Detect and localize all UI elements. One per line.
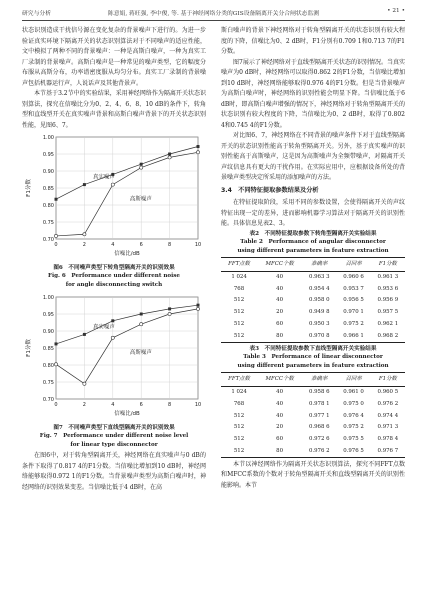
data-point: [55, 198, 58, 201]
table-header-cell: FFT点数: [221, 258, 257, 272]
table-cell: 0.953 6: [377, 285, 399, 292]
table-row: [221, 433, 405, 445]
x-tick-label: 8: [168, 242, 172, 248]
table-cell: 0.970 1: [343, 309, 364, 316]
table-row: [221, 283, 405, 295]
table-cell: 512: [221, 445, 257, 457]
table-cell: 0.960 5: [377, 389, 399, 396]
data-point: [55, 342, 58, 345]
table3-caption-en: Table 3 Performance of linear disconnector: [243, 354, 383, 361]
table-header-cell: 召回率: [336, 373, 370, 387]
chart-fig6: [22, 131, 206, 259]
fig6-caption-cn: 图6 不同噪声类型下转角型隔离开关的识别效果: [53, 264, 175, 271]
table-row: [221, 295, 405, 307]
table-cell: 0.977 1: [308, 412, 330, 419]
table-row: [221, 410, 405, 422]
table3-caption-en2: using different parameters in feature extraction: [237, 362, 389, 369]
y-tick-label: 0.85: [42, 186, 54, 192]
table-header-cell: F1分数: [371, 258, 405, 272]
table-row: [221, 398, 405, 410]
data-point: [168, 312, 171, 315]
x-tick-label: 4: [111, 242, 115, 248]
table-cell: 0.960 6: [343, 274, 364, 281]
left-column: [22, 26, 206, 493]
table-cell: 40: [276, 274, 284, 281]
page-header: [22, 8, 405, 20]
fig7-caption-en: Fig. 7 Performance under different noise level: [39, 433, 189, 439]
table-cell: 20: [276, 309, 284, 316]
table-cell: 0.958 6: [308, 389, 330, 396]
y-tick-label: 0.70: [42, 397, 54, 403]
table-cell: 40: [276, 400, 284, 407]
series-label: 高斯噪声: [129, 196, 152, 203]
y-tick-label: 0.70: [42, 237, 54, 243]
table-row: [221, 271, 405, 283]
chart-fig7: [22, 291, 206, 419]
data-point: [54, 234, 57, 237]
paragraph: 斯白噪声的背景下神经网络对于转角型隔离开关的状态识别有较大程度的下降，信噪比为0、2 dB时，F1分别有0.709 1和0.713 7的F1分数。: [221, 27, 405, 55]
table-cell: 40: [276, 389, 284, 396]
data-point: [168, 153, 171, 156]
table-cell: 512: [233, 297, 245, 304]
x-tick-label: 0: [54, 242, 58, 248]
figure-6: [22, 131, 206, 289]
fig7-caption-en2: for linear type disconnector: [70, 441, 158, 448]
table-cell: 512: [233, 309, 245, 316]
data-point: [83, 233, 86, 236]
x-axis-label: 信噪比/dB: [114, 251, 140, 257]
table-cell: 0.954 4: [308, 285, 330, 292]
y-tick-label: 0.90: [42, 329, 54, 335]
table-header-cell: MFCC个数: [257, 258, 302, 272]
y-tick-label: 0.95: [42, 312, 54, 318]
table-cell: 0.957 5: [377, 309, 399, 316]
table2-caption-en2: using different parameters in feature extraction: [237, 247, 389, 254]
table-cell: 0.974 4: [377, 412, 399, 419]
table-cell: 0.976 7: [371, 445, 405, 457]
table-row: [221, 445, 405, 457]
page-number: • 21 •: [387, 8, 405, 14]
section-heading: 3.4 不同特征提取参数结果及分析: [221, 186, 319, 194]
x-axis-label: 信噪比/dB: [114, 411, 140, 417]
table-cell: 0.975 0: [343, 400, 364, 407]
y-tick-label: 0.80: [42, 203, 54, 209]
x-tick-label: 10: [194, 242, 202, 248]
paragraph: 对比图6、7，神经网络在不同背景的噪声条件下对于直线型隔离开关的状态识别性能高于转角型隔离开关。另外，基于真实噪声的识别性能高于高斯噪声，这是因为高斯噪声为全频带噪声，对隔离开关声纹信息具有更大的干扰作用。在实际应用中，应根据设备所处的背景噪声类型决定所采用的添加噪声的方法。: [221, 132, 405, 181]
table2-caption-en: Table 2 Performance of angular disconnector: [240, 239, 386, 245]
table-cell: 0.956 5: [343, 297, 364, 304]
table-2: [221, 257, 405, 343]
fig7-caption-cn: 图7 不同噪声类型下直线型隔离开关的识别效果: [53, 424, 175, 431]
paragraph: 本节基于3.2节中的实验结果，采用神经网络作为隔离开关状态识别算法，探究在信噪比分为0、2、4、6、8、10 dB的条件下，转角型和直线型开关在真实噪声背景和高斯白噪声背景下的开关状态识别性能，见图6、7。: [22, 90, 206, 129]
data-point: [196, 151, 199, 154]
series-label: 真实噪声: [92, 174, 115, 181]
data-point: [168, 307, 171, 310]
table-cell: 40: [276, 297, 284, 304]
series-line-1: [56, 309, 198, 384]
table-cell: 0.972 6: [308, 435, 330, 442]
table-cell: 0.956 9: [377, 297, 399, 304]
table-cell: 768: [233, 285, 245, 292]
table-cell: 0.976 2: [377, 400, 399, 407]
header-rule: [22, 20, 405, 21]
table-header-cell: 召回率: [336, 258, 370, 272]
x-tick-label: 2: [82, 242, 86, 248]
table-header-cell: 准确率: [302, 258, 336, 272]
table-row: [221, 422, 405, 434]
table-cell: 0.949 8: [308, 309, 330, 316]
y-tick-label: 0.85: [42, 346, 54, 352]
paragraph: 本节以神经网络作为隔离开关状态识别算法，探究不同FFT点数和MFCC系数的个数对于转角型隔离开关和直线型隔离开关的识别性能影响。本节: [221, 460, 405, 489]
series-label: 真实噪声: [92, 324, 115, 331]
y-tick-label: 0.80: [42, 363, 54, 369]
y-axis-label: F1分数: [26, 179, 32, 197]
table-cell: 0.958 0: [308, 297, 330, 304]
fig6-caption-en2: for angle disconnecting switch: [65, 281, 163, 288]
fig6-caption-en: Fig. 6 Performance under different noise: [48, 273, 180, 279]
paragraph: 状态识别造成干扰信号源在变化复杂的背景噪声下进行的。为进一步验证真实环境下隔离开关的状态识别算法对于不同噪声的适应性能，文中模拟了两种不同的背景噪声：一种是高斯白噪声，一种为真实工厂录制的背景噪声。高斯白噪声是一种常见的噪声类型，它的幅度分布服从高斯分布，功率谱密度服从均匀分布。真实工厂录制的背景噪声包括机器运行声，人说话声及其他背景声。: [22, 27, 206, 87]
y-tick-label: 0.95: [42, 152, 54, 158]
table-cell: 0.976 5: [336, 445, 370, 457]
table-cell: 1 024: [231, 274, 247, 281]
table2-caption-cn: 表2 不同特征提取参数下转角型隔离开关实验结果: [249, 230, 377, 237]
table-cell: 1 024: [231, 389, 247, 396]
table-cell: 512: [221, 330, 257, 342]
table-cell: 512: [233, 320, 245, 327]
y-tick-label: 1.00: [42, 295, 54, 301]
x-tick-label: 2: [82, 402, 86, 408]
table-row: [221, 307, 405, 319]
paragraph: 在特征提取阶段，采用不同的参数设置，会使得隔离开关的声纹特征出现一定的差异，进而影响机器学习算法对于隔离开关的识别性能。具体信息见表2、3。: [221, 199, 405, 227]
table-cell: 0.961 3: [377, 274, 399, 281]
series-line-0: [56, 147, 198, 200]
table-header-cell: FFT点数: [221, 373, 257, 387]
table-row: [221, 318, 405, 330]
data-point: [111, 183, 114, 186]
table-cell: 0.976 4: [343, 412, 364, 419]
table-header-cell: F1分数: [371, 373, 405, 387]
running-title: 陈意娟, 蒋旺强, 李中俊, 等. 基于神经网络分类的GIS设备隔离开关分合闸状态监测: [107, 11, 320, 17]
x-tick-label: 6: [139, 242, 143, 248]
table-cell: 0.962 1: [377, 320, 399, 327]
data-point: [140, 323, 143, 326]
table-cell: 0.963 3: [308, 274, 330, 281]
table-cell: 60: [276, 320, 284, 327]
table-cell: 80: [257, 445, 302, 457]
table-cell: 0.978 4: [377, 435, 399, 442]
table-cell: 512: [233, 424, 245, 431]
table-cell: 20: [276, 424, 284, 431]
data-point: [83, 333, 86, 336]
data-point: [111, 319, 114, 322]
table-cell: 0.961 0: [343, 389, 364, 396]
y-tick-label: 1.00: [42, 135, 54, 141]
data-point: [54, 363, 57, 366]
x-tick-label: 4: [111, 402, 115, 408]
table-cell: 0.971 3: [377, 424, 399, 431]
data-point: [197, 304, 200, 307]
table-cell: 0.968 2: [371, 330, 405, 342]
table3-caption-cn: 表3 不同特征提取参数下直线型隔离开关实验结果: [249, 345, 377, 352]
table-row: [221, 330, 405, 342]
table-cell: 80: [257, 330, 302, 342]
table-cell: 40: [276, 412, 284, 419]
table-cell: 512: [233, 412, 245, 419]
x-tick-label: 6: [139, 402, 143, 408]
table-cell: 0.976 2: [302, 445, 336, 457]
figure-7: [22, 291, 206, 449]
y-tick-label: 0.75: [42, 380, 54, 386]
table-row: [221, 386, 405, 398]
paragraph: 图7展示了神经网络对于直线型隔离开关状态的识别情况。当真实噪声为0 dB时，神经网络可以取得0.862 2的F1分数，当信噪比增加到10 dB时，神经网络能够取得0.976 4的F1分数。但是当背景噪声为高斯白噪声时，神经网络的识别性能会明显下降。当信噪比低于6 dB时，即高斯白噪声增强的情况下，神经网络对于转角型隔离开关的状态识别有较大程度的下降，当信噪比为0、2 dB时，取得了0.802 4和0.745 4的F1分数。: [221, 58, 405, 129]
table-cell: 0.975 5: [343, 435, 364, 442]
table-cell: 0.950 3: [308, 320, 330, 327]
data-point: [140, 166, 143, 169]
data-point: [83, 183, 86, 186]
data-point: [83, 382, 86, 385]
data-point: [196, 307, 199, 310]
table-header-cell: 准确率: [302, 373, 336, 387]
data-point: [168, 156, 171, 159]
table-cell: 0.953 7: [343, 285, 364, 292]
data-point: [197, 145, 200, 148]
y-tick-label: 0.90: [42, 169, 54, 175]
series-line-0: [56, 305, 198, 344]
data-point: [140, 163, 143, 166]
paragraph: 在图6中，对于转角型隔离开关，神经网络在真实噪声与0 dB的条件下取得了0.817 4的F1分数。当信噪比增加到10 dB时，神经网络能够取得0.972 1的F1分数。当背景噪声类型为高斯白噪声时，神经网络的识别效果变差。当信噪比低于4 dB时，在高: [22, 452, 206, 491]
table-cell: 512: [233, 435, 245, 442]
table-header-cell: MFCC个数: [257, 373, 302, 387]
table-3: [221, 372, 405, 458]
table-cell: 768: [233, 400, 245, 407]
table-cell: 0.966 1: [336, 330, 370, 342]
table-cell: 0.975 2: [343, 320, 364, 327]
table-cell: 0.968 6: [308, 424, 330, 431]
table-cell: 40: [276, 285, 284, 292]
journal-name: 研究与分析: [22, 11, 51, 17]
right-column: [221, 26, 405, 491]
table-cell: 0.975 2: [343, 424, 364, 431]
x-tick-label: 10: [194, 402, 202, 408]
table-cell: 0.978 1: [308, 400, 330, 407]
x-tick-label: 8: [168, 402, 172, 408]
data-point: [111, 336, 114, 339]
series-label: 高斯噪声: [129, 349, 152, 356]
y-tick-label: 0.75: [42, 220, 54, 226]
table-cell: 60: [276, 435, 284, 442]
series-line-1: [56, 152, 198, 236]
y-axis-label: F1分数: [26, 339, 32, 357]
data-point: [140, 313, 143, 316]
x-tick-label: 0: [54, 402, 58, 408]
table-cell: 0.970 8: [302, 330, 336, 342]
